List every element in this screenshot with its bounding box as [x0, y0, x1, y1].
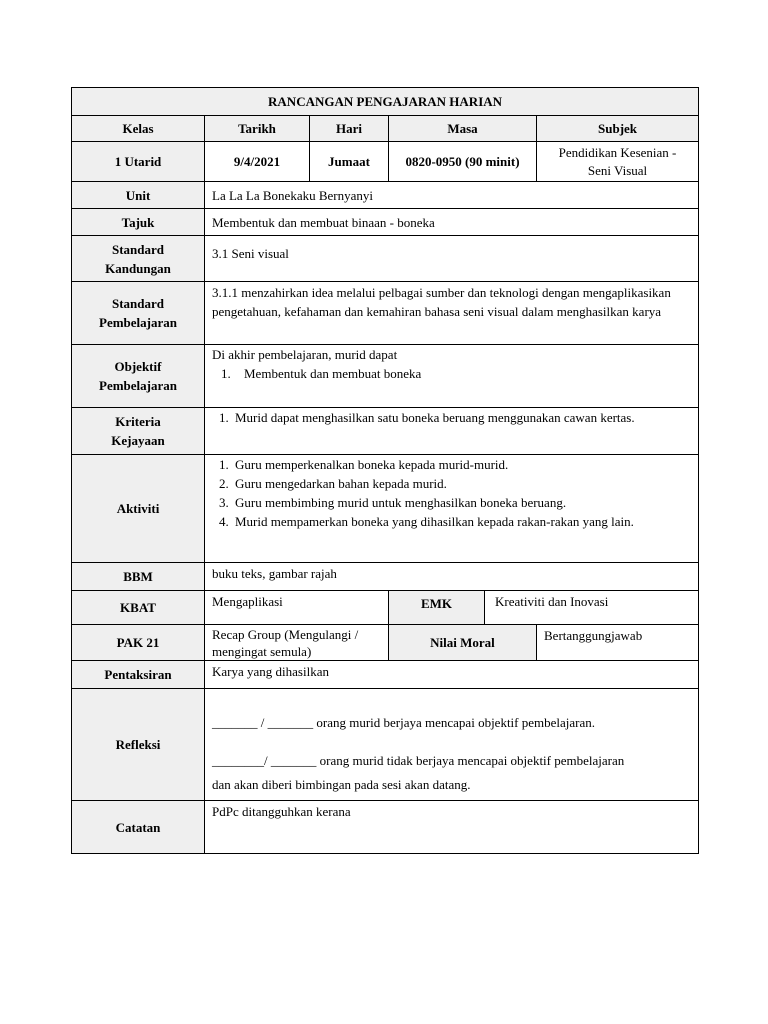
- tajuk-value: Membentuk dan membuat binaan - boneka: [205, 209, 699, 236]
- kriteria-label-2: Kejayaan: [111, 433, 165, 448]
- unit-label: Unit: [72, 182, 205, 209]
- list-item: 4. Murid mempamerkan boneka yang dihasilkan kepada rakan-rakan yang lain.: [232, 512, 692, 531]
- kelas-value: 1 Utarid: [72, 142, 205, 182]
- emk-label: EMK: [389, 591, 485, 625]
- objektif-intro: Di akhir pembelajaran, murid dapat: [212, 347, 398, 362]
- list-item: 1. Membentuk dan membuat boneka: [234, 364, 692, 383]
- kriteria-value: [205, 408, 699, 455]
- tajuk-row: [72, 209, 699, 236]
- masa-value: 0820-0950 (90 minit): [389, 142, 537, 182]
- title-row: [72, 88, 699, 116]
- aktiviti-value: [205, 455, 699, 563]
- bbm-row: [72, 563, 699, 591]
- objektif-label-2: Pembelajaran: [99, 378, 177, 393]
- refleksi-line-2: ________/ _______ orang murid tidak berjaya mencapai objektif pembelajaran: [212, 753, 625, 768]
- nilai-moral-value: Bertanggungjawab: [537, 625, 699, 661]
- standard-pembelajaran-label-1: Standard: [111, 296, 165, 311]
- catatan-label: Catatan: [72, 801, 205, 854]
- refleksi-value: [205, 689, 699, 801]
- pak21-row: [72, 625, 699, 661]
- header-tarikh: Tarikh: [205, 116, 310, 142]
- kbat-value: Mengaplikasi: [205, 591, 389, 625]
- nilai-moral-label: Nilai Moral: [389, 625, 537, 661]
- subjek-line-1: Pendidikan Kesenian -: [558, 144, 677, 160]
- kriteria-row: [72, 408, 699, 455]
- header-masa: Masa: [389, 116, 537, 142]
- refleksi-line-3: dan akan diberi bimbingan pada sesi akan datang.: [212, 777, 471, 792]
- kbat-row: [72, 591, 699, 625]
- tajuk-label: Tajuk: [72, 209, 205, 236]
- bbm-value: buku teks, gambar rajah: [205, 563, 699, 591]
- refleksi-row: [72, 689, 699, 801]
- pak21-value: [205, 625, 389, 661]
- info-row: [72, 142, 699, 182]
- refleksi-line-1: _______ / _______ orang murid berjaya mencapai objektif pembelajaran.: [212, 715, 596, 730]
- rph-table: [71, 87, 699, 854]
- unit-value: La La La Bonekaku Bernyanyi: [205, 182, 699, 209]
- pak21-line-2: mengingat semula): [212, 644, 312, 659]
- pentaksiran-label: Pentaksiran: [72, 661, 205, 689]
- standard-kandungan-label: [72, 236, 205, 282]
- aktiviti-label: Aktiviti: [72, 455, 205, 563]
- kbat-label: KBAT: [72, 591, 205, 625]
- kriteria-label: [72, 408, 205, 455]
- header-row: [72, 116, 699, 142]
- header-subjek: Subjek: [537, 116, 699, 142]
- list-item: 1. Murid dapat menghasilkan satu boneka beruang menggunakan cawan kertas.: [232, 408, 692, 427]
- subjek-line-2: Seni Visual: [587, 162, 648, 178]
- pak21-line-1: Recap Group (Mengulangi /: [212, 627, 359, 642]
- standard-kandungan-value: 3.1 Seni visual: [205, 236, 699, 282]
- header-kelas: Kelas: [72, 116, 205, 142]
- objektif-value: [205, 345, 699, 408]
- standard-pembelajaran-label-2: Pembelajaran: [99, 315, 177, 330]
- hari-value: Jumaat: [310, 142, 389, 182]
- subjek-value: [537, 142, 699, 182]
- pentaksiran-row: [72, 661, 699, 689]
- objektif-label-1: Objektif: [114, 359, 162, 374]
- emk-value: Kreativiti dan Inovasi: [485, 591, 699, 625]
- standard-pembelajaran-label: [72, 282, 205, 345]
- catatan-row: [72, 801, 699, 854]
- list-item: 1. Guru memperkenalkan boneka kepada murid-murid.: [232, 455, 692, 474]
- unit-row: [72, 182, 699, 209]
- kriteria-label-1: Kriteria: [115, 414, 161, 429]
- objektif-label: [72, 345, 205, 408]
- kriteria-list: [212, 408, 692, 427]
- standard-kandungan-label-2: Kandungan: [105, 260, 171, 276]
- objektif-list: [212, 364, 692, 383]
- catatan-value: PdPc ditangguhkan kerana: [205, 801, 699, 854]
- bbm-label: BBM: [72, 563, 205, 591]
- standard-pembelajaran-row: [72, 282, 699, 345]
- aktiviti-list: [212, 455, 692, 531]
- list-item: 2. Guru mengedarkan bahan kepada murid.: [232, 474, 692, 493]
- standard-kandungan-row: [72, 236, 699, 282]
- refleksi-label: Refleksi: [72, 689, 205, 801]
- document-title: RANCANGAN PENGAJARAN HARIAN: [72, 88, 699, 116]
- aktiviti-row: [72, 455, 699, 563]
- standard-pembelajaran-value: 3.1.1 menzahirkan idea melalui pelbagai sumber dan teknologi dengan mengaplikasikan pengetahuan, kefahaman dan kemahiran bahasa seni visual dalam menghasilkan karya: [205, 282, 699, 345]
- pak21-label: PAK 21: [72, 625, 205, 661]
- standard-kandungan-label-1: Standard: [111, 241, 165, 257]
- tarikh-value: 9/4/2021: [205, 142, 310, 182]
- list-item: 3. Guru membimbing murid untuk menghasilkan boneka beruang.: [232, 493, 692, 512]
- header-hari: Hari: [310, 116, 389, 142]
- pentaksiran-value: Karya yang dihasilkan: [205, 661, 699, 689]
- objektif-row: [72, 345, 699, 408]
